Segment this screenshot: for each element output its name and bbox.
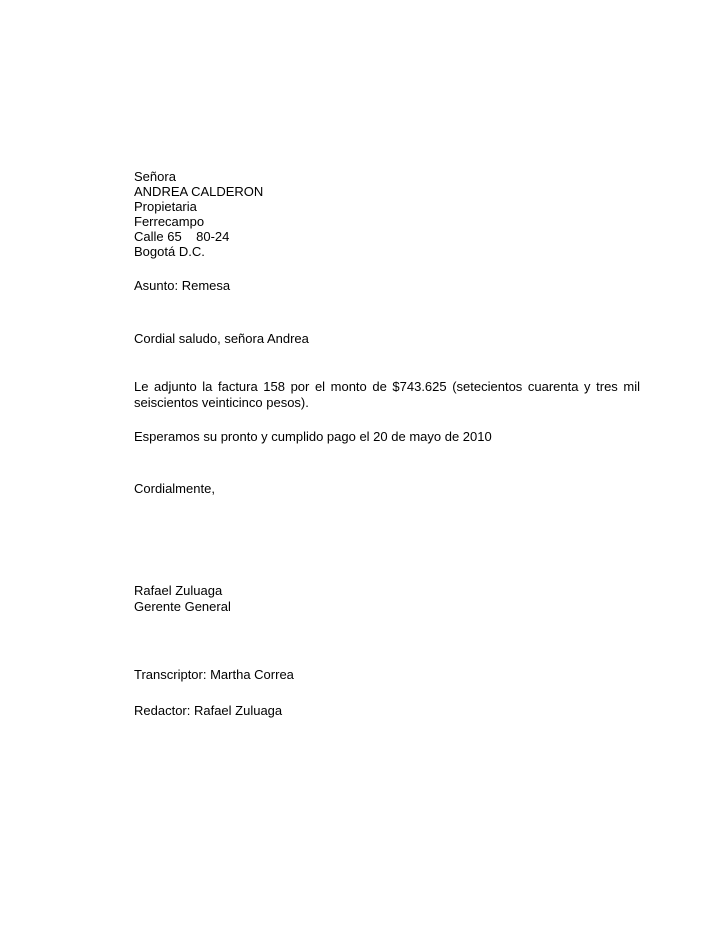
recipient-city: Bogotá D.C. — [134, 244, 205, 259]
subject-line: Asunto: Remesa — [134, 278, 231, 293]
signer-name: Rafael Zuluaga — [134, 583, 223, 598]
signer-title: Gerente General — [134, 599, 231, 614]
recipient-name: ANDREA CALDERON — [134, 184, 264, 199]
body-paragraph-2: Esperamos su pronto y cumplido pago el 20 de mayo de 2010 — [134, 429, 492, 444]
recipient-position: Propietaria — [134, 199, 197, 214]
recipient-address: Calle 65 80-24 — [134, 229, 230, 244]
redactor-line: Redactor: Rafael Zuluaga — [134, 703, 283, 718]
recipient-salutation-title: Señora — [134, 169, 176, 184]
closing: Cordialmente, — [134, 481, 215, 496]
recipient-company: Ferrecampo — [134, 214, 205, 229]
transcriptor-line: Transcriptor: Martha Correa — [134, 667, 294, 682]
greeting: Cordial saludo, señora Andrea — [134, 331, 309, 346]
body-paragraph-1: Le adjunto la factura 158 por el monto de $743.625 (setecientos cuarenta y tres mil seiscientos veinticinco pesos). — [134, 379, 640, 410]
